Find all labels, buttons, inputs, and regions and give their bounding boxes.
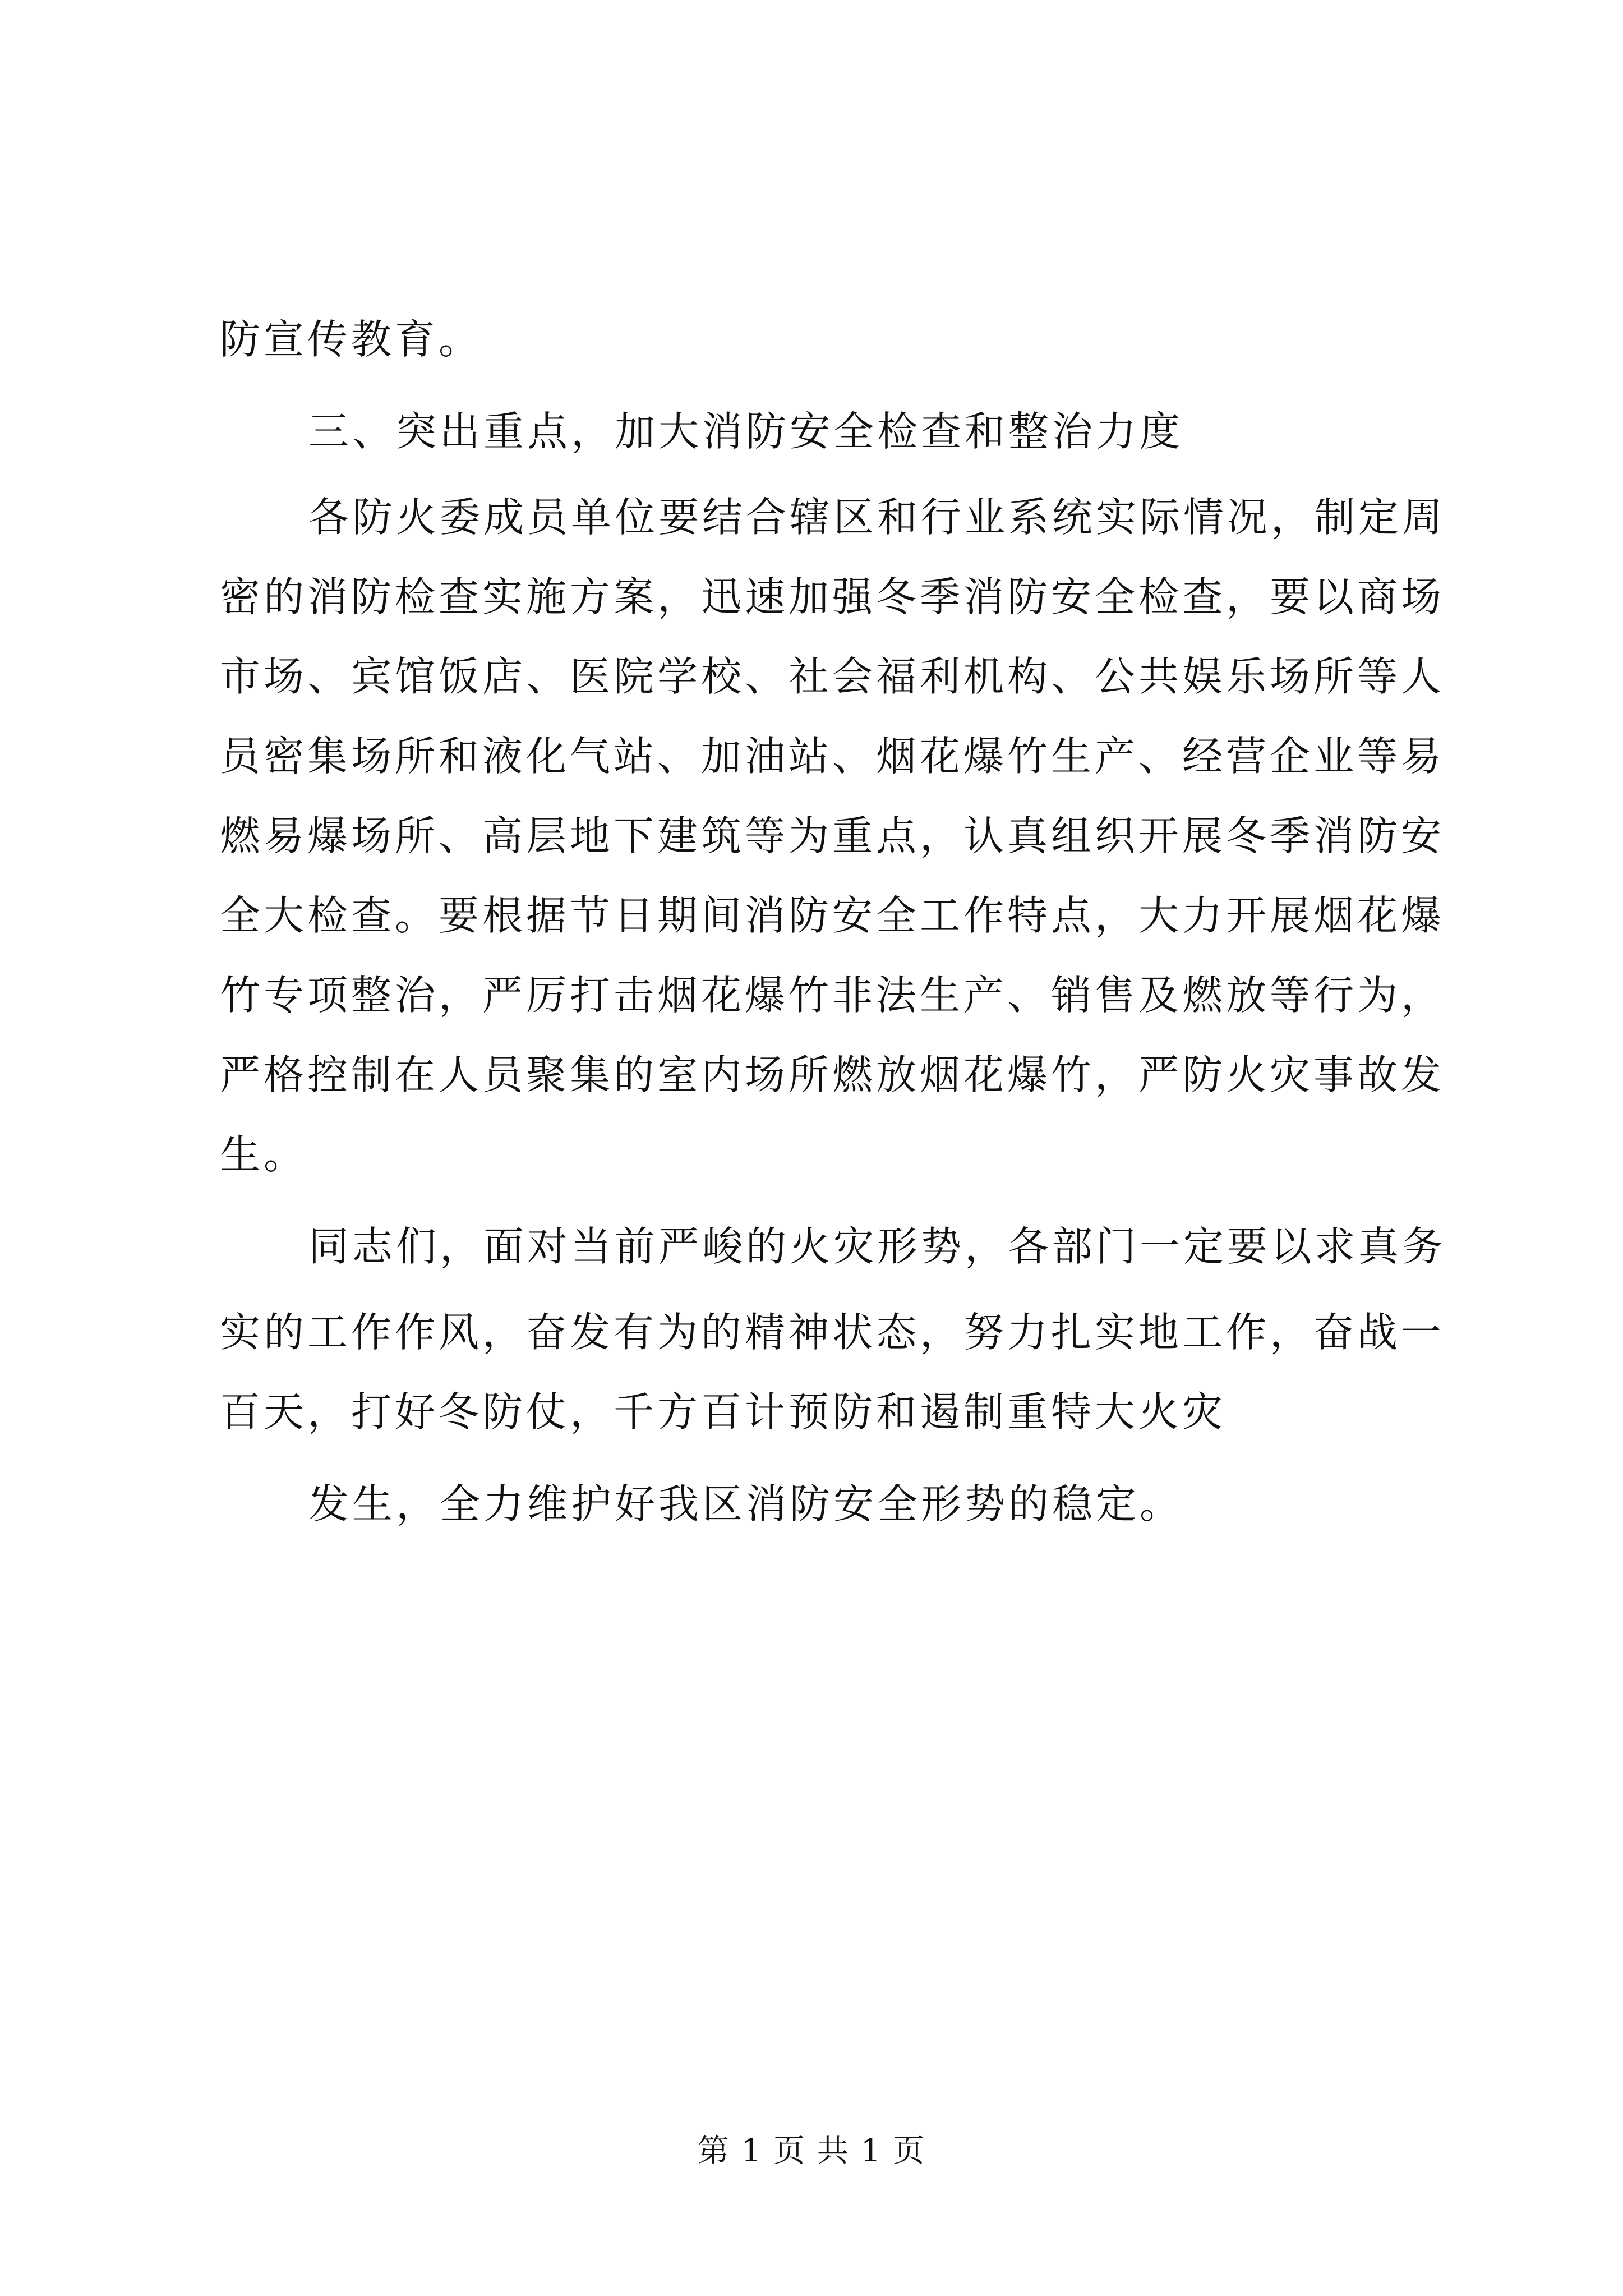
text-line: 各防火委成员单位要结合辖区和行业系统实际情况，制定周 xyxy=(308,494,1446,541)
document-body xyxy=(220,303,1446,1553)
text-line: 防宣传教育。 xyxy=(220,316,483,363)
text-line: 员密集场所和液化气站、加油站、烟花爆竹生产、经营企业等易 xyxy=(220,733,1445,780)
text-line: 全大检查。要根据节日期间消防安全工作特点，大力开展烟花爆 xyxy=(220,892,1445,939)
page-number-footer: 第 1 页 共 1 页 xyxy=(697,2133,926,2169)
text-line: 生。 xyxy=(220,1131,308,1178)
text-line: 密的消防检查实施方案，迅速加强冬季消防安全检查，要以商场 xyxy=(220,573,1445,620)
text-line: 同志们，面对当前严峻的火灾形势，各部门一定要以求真务 xyxy=(308,1223,1446,1270)
text-line: 市场、宾馆饭店、医院学校、社会福利机构、公共娱乐场所等人 xyxy=(220,653,1445,700)
text-line: 发生，全力维护好我区消防安全形势的稳定。 xyxy=(308,1480,1184,1527)
text-line: 百天，打好冬防仗，千方百计预防和遏制重特大火灾 xyxy=(220,1388,1227,1435)
text-line: 燃易爆场所、高层地下建筑等为重点，认真组织开展冬季消防安 xyxy=(220,812,1445,859)
text-line: 严格控制在人员聚集的室内场所燃放烟花爆竹，严防火灾事故发 xyxy=(220,1051,1445,1098)
text-line: 竹专项整治，严厉打击烟花爆竹非法生产、销售及燃放等行为， xyxy=(220,972,1445,1019)
text-line: 实的工作作风，奋发有为的精神状态，努力扎实地工作，奋战一 xyxy=(220,1309,1445,1356)
section-heading: 三、突出重点，加大消防安全检查和整治力度 xyxy=(308,408,1184,455)
